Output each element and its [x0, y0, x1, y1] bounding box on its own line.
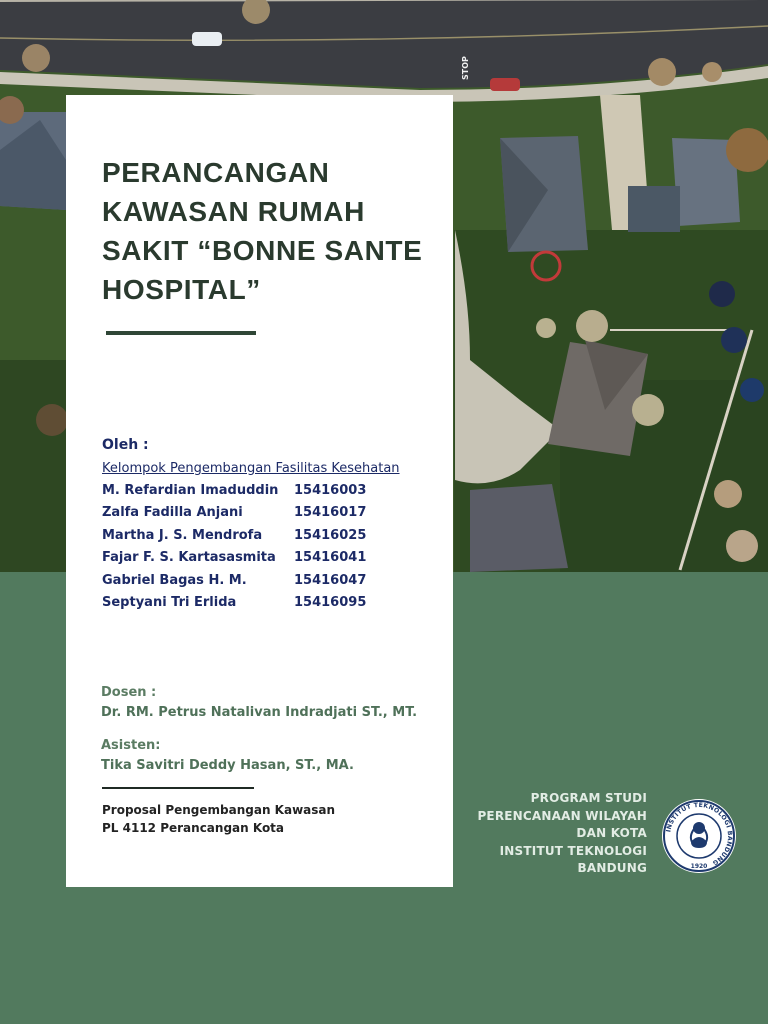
member-nim: 15416095	[294, 594, 367, 610]
lecturer-section	[101, 683, 417, 723]
member-name: M. Refardian Imaduddin	[102, 483, 279, 498]
member-name: Zalfa Fadilla Anjani	[102, 505, 243, 521]
itb-seal-logo	[661, 798, 737, 874]
group-name: Kelompok Pengembangan Fasilitas Kesehatan	[102, 461, 400, 476]
prepared-by-label: Oleh :	[102, 437, 149, 453]
institution-line: INSTITUT TEKNOLOGI	[499, 843, 647, 858]
member-nim: 15416047	[294, 572, 367, 588]
member-name: Martha J. S. Mendrofa	[102, 527, 263, 543]
member-nim: 15416017	[294, 505, 367, 521]
road-marking-stop: STOP	[461, 56, 470, 80]
seal-text: INSTITUT TEKNOLOGI BANDUNG	[665, 801, 734, 867]
course-code: PL 4112 Perancangan Kota	[102, 821, 285, 835]
member-name: Septyani Tri Erlida	[102, 594, 237, 610]
lecturer-label: Dosen :	[101, 685, 157, 700]
document-title: PERANCANGAN KAWASAN RUMAH SAKIT “BONNE SANTE HOSPITAL”	[102, 157, 423, 305]
member-row	[102, 525, 442, 547]
member-nim: 15416041	[294, 550, 367, 566]
member-row	[102, 570, 442, 592]
member-row	[102, 502, 442, 524]
institution-line: BANDUNG	[577, 861, 647, 876]
member-nim: 15416025	[294, 527, 367, 543]
member-row	[102, 592, 442, 614]
member-name: Fajar F. S. Kartasasmita	[102, 550, 276, 566]
seal-year: 1920	[690, 863, 708, 870]
car-icon	[490, 78, 520, 91]
assistant-label: Asisten:	[101, 738, 161, 753]
car-icon	[192, 32, 222, 46]
proposal-divider	[102, 787, 254, 789]
assistant-section	[101, 736, 354, 776]
institution-block	[427, 790, 647, 878]
institution-line: DAN KOTA	[576, 826, 647, 841]
title-divider	[106, 331, 256, 335]
proposal-title: Proposal Pengembangan Kawasan	[102, 803, 336, 817]
proposal-section	[102, 801, 335, 837]
assistant-name: Tika Savitri Deddy Hasan, ST., MA.	[101, 758, 354, 773]
member-name: Gabriel Bagas H. M.	[102, 572, 247, 588]
member-row	[102, 480, 442, 502]
lecturer-name: Dr. RM. Petrus Natalivan Indradjati ST., MT.	[101, 705, 418, 720]
cover-card	[66, 95, 453, 887]
institution-line: PROGRAM STUDI	[530, 791, 647, 805]
team-section	[102, 434, 442, 614]
member-row	[102, 547, 442, 569]
institution-line: PERENCANAAN WILAYAH	[477, 808, 647, 823]
member-nim: 15416003	[294, 483, 367, 498]
